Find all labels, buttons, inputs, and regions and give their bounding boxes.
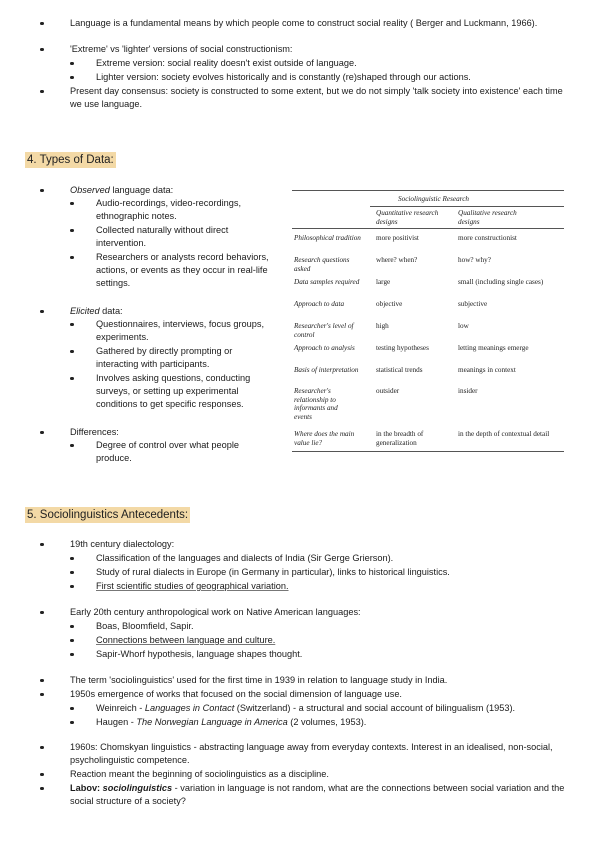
table-row-c1: in the breadth of generalization (376, 430, 424, 447)
intro-subitem-2: Lighter version: society evolves historically and is constantly (re)shaped through our actions. (96, 71, 556, 84)
anthro-subitem-1: Boas, Bloomfield, Sapir. (96, 620, 556, 633)
table-row-c1: testing hypotheses (376, 344, 429, 352)
fifties-item: 1950s emergence of works that focused on the social dimension of language use. (70, 688, 566, 701)
table-row-label: Philosophical tradition (294, 234, 361, 242)
table-subtitle-rule (370, 206, 564, 207)
elicited-rest: data: (99, 306, 123, 316)
anthro-item: Early 20th century anthropological work on Native American languages: (70, 606, 550, 619)
observed-rest: language data: (109, 185, 174, 195)
elicited-subitem-2: Gathered by directly prompting or interacting with participants. (96, 345, 271, 371)
haugen-item (96, 716, 566, 729)
section-4-heading: 4. Types of Data: (27, 154, 114, 166)
observed-label: Observed (70, 185, 110, 195)
table-row-label: Where does the main value lie? (294, 430, 355, 447)
weinreich-author: Weinreich - (96, 703, 145, 713)
table-row-c2: in the depth of contextual detail (458, 430, 550, 438)
elicited-label: Elicited (70, 306, 100, 316)
haugen-desc: (2 volumes, 1953). (287, 717, 367, 727)
table-row-label: Basis of interpretation (294, 366, 359, 374)
table-row-c1: outsider (376, 387, 400, 395)
intro-item-1: Language is a fundamental means by which people come to construct social reality ( Berger and Luckmann, 1966). (70, 17, 550, 30)
dialectology-item: 19th century dialectology: (70, 538, 540, 551)
table-row-c2: letting meanings emerge (458, 344, 529, 352)
table-row-c2: how? why? (458, 256, 491, 264)
dialectology-subitem-2: Study of rural dialects in Europe (in Germany in particular), links to historical linguistics. (96, 566, 556, 579)
anthro-subitem-3: Sapir-Whorf hypothesis, language shapes thought. (96, 648, 556, 661)
intro-item-3: Present day consensus: society is constructed to some extent, but we do not simply 'talk society into existence' each time we use language. (70, 85, 566, 111)
table-title: Sociolinguistic Research (398, 195, 469, 203)
table-top-rule (292, 190, 564, 191)
table-row-c1: objective (376, 300, 403, 308)
table-row-c2: meanings in context (458, 366, 516, 374)
term-item: The term 'sociolinguistics' used for the first time in 1939 in relation to language study in India. (70, 674, 566, 687)
table-row-c2: low (458, 322, 469, 330)
labov-item (70, 782, 566, 808)
haugen-title: The Norwegian Language in America (136, 717, 288, 727)
labov-name: Labov: (70, 783, 103, 793)
weinreich-title: Languages in Contact (144, 703, 235, 713)
table-row-c2: more constructionist (458, 234, 517, 242)
table-row-c2: insider (458, 387, 478, 395)
table-row-label: Approach to data (294, 300, 345, 308)
table-col1-header: Quantitative research designs (376, 209, 439, 226)
table-row-c2: subjective (458, 300, 488, 308)
weinreich-item (96, 702, 566, 715)
elicited-subitem-3: Involves asking questions, conducting surveys, or setting up experimental conditions to get specific responses. (96, 372, 271, 411)
elicited-subitem-1: Questionnaires, interviews, focus groups, experiments. (96, 318, 271, 344)
anthro-subitem-2 (96, 634, 556, 647)
differences-subitem-1: Degree of control over what people produce. (96, 439, 271, 465)
intro-subitem-1: Extreme version: social reality doesn't exist outside of language. (96, 57, 556, 70)
table-bottom-rule (292, 451, 564, 452)
chomsky-item: 1960s: Chomskyan linguistics - abstracting language away from everyday contexts. Interest in an idealised, non-social, psycholinguistic competence. (70, 741, 566, 767)
labov-term: sociolinguistics (102, 783, 173, 793)
elicited-data-item (70, 305, 280, 318)
table-row-label: Approach to analysis (294, 344, 355, 352)
labov-desc: - variation in language is not random, what are the connections between social variation and the social structure of a society? (70, 783, 565, 806)
table-row-label: Researcher's level of control (294, 322, 354, 339)
table-row-label: Research questions asked (294, 256, 350, 273)
intro-item-2: 'Extreme' vs 'lighter' versions of social constructionism: (70, 43, 550, 56)
weinreich-desc: (Switzerland) - a structural and social account of bilingualism (1953). (234, 703, 516, 713)
table-row-c1: where? when? (376, 256, 418, 264)
anthro-subitem-2-text: Connections between language and culture. (96, 635, 276, 645)
dialectology-subitem-3-text: First scientific studies of geographical variation. (96, 581, 289, 591)
observed-data-item (70, 184, 280, 197)
observed-subitem-1: Audio-recordings, video-recordings, ethnographic notes. (96, 197, 271, 223)
research-designs-table (286, 186, 568, 454)
haugen-author: Haugen - (96, 717, 137, 727)
table-row-c2: small (including single cases) (458, 278, 544, 286)
table-col2-header: Qualitative research designs (458, 209, 517, 226)
observed-subitem-3: Researchers or analysts record behaviors, actions, or events as they occur in real-life settings. (96, 251, 271, 290)
table-row-c1: high (376, 322, 389, 330)
reaction-item: Reaction meant the beginning of sociolinguistics as a discipline. (70, 768, 566, 781)
table-row-label: Researcher's relationship to informants and events (294, 387, 338, 421)
table-row-c1: statistical trends (376, 366, 423, 374)
table-row-c1: more positivist (376, 234, 419, 242)
table-header-rule (292, 228, 564, 229)
section-5-heading: 5. Sociolinguistics Antecedents: (27, 509, 189, 521)
table-row-c1: large (376, 278, 391, 286)
observed-subitem-2: Collected naturally without direct intervention. (96, 224, 271, 250)
table-row-label: Data samples required (294, 278, 360, 286)
dialectology-subitem-1: Classification of the languages and dialects of India (Sir Gerge Grierson). (96, 552, 556, 565)
dialectology-subitem-3 (96, 580, 556, 593)
differences-item: Differences: (70, 426, 280, 439)
